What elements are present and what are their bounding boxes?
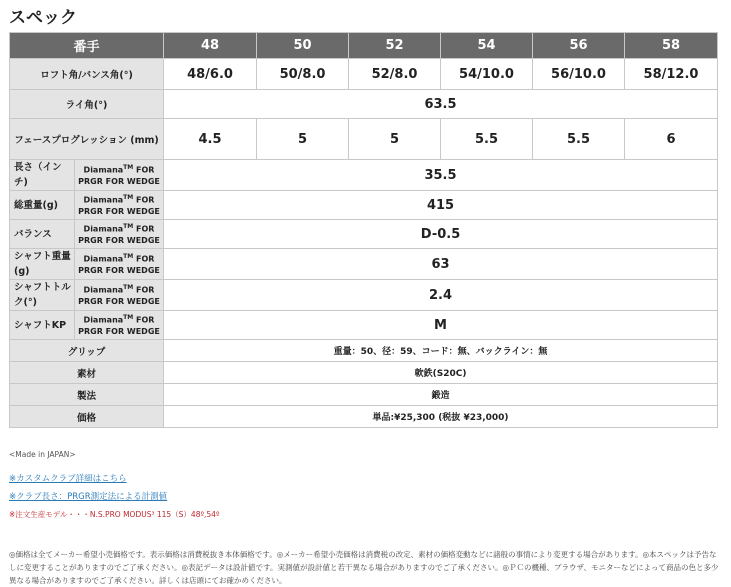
header-cell: 54 — [441, 33, 533, 59]
header-cell: 58 — [625, 33, 718, 59]
header-cell: 52 — [349, 33, 441, 59]
table-cell: 56/10.0 — [533, 59, 625, 90]
table-row — [10, 220, 718, 249]
row-label: 総重量(g) — [10, 191, 75, 220]
table-cell: 63.5 — [164, 90, 718, 119]
table-cell: 5 — [257, 119, 349, 160]
header-row — [10, 33, 718, 59]
row-label: 長さ（インチ) — [10, 160, 75, 191]
row-label: 素材 — [10, 362, 164, 384]
table-row — [10, 340, 718, 362]
row-label: シャフト重量(g) — [10, 249, 75, 280]
table-cell: 5.5 — [533, 119, 625, 160]
table-row — [10, 160, 718, 191]
row-label: グリップ — [10, 340, 164, 362]
table-cell: M — [164, 311, 718, 340]
table-row — [10, 384, 718, 406]
table-cell: 63 — [164, 249, 718, 280]
header-cell: 56 — [533, 33, 625, 59]
shaft-name: Diamana™ FOR PRGR FOR WEDGE — [75, 311, 164, 340]
header-cell: 48 — [164, 33, 257, 59]
table-row — [10, 362, 718, 384]
table-cell: 重量：50、径：59、コード：無、バックライン：無 — [164, 340, 718, 362]
table-row — [10, 90, 718, 119]
table-cell: 5 — [349, 119, 441, 160]
row-label: ライ角(°) — [10, 90, 164, 119]
page-title: スペック — [9, 8, 77, 28]
table-cell: 2.4 — [164, 280, 718, 311]
row-label: シャフトトルク(°) — [10, 280, 75, 311]
footnote: ◎価格は全てメーカー希望小売価格です。表示価格は消費税抜き本体価格です。◎メーカー希望小売価格は消費税の改定、素材の価格変動などに諸般の事情により変更する場合があります。◎本スペックは予告なしに変更することがありますのでご了承ください。◎表記データは設計値です。実測値が設計値と若干異なる場合がありますのでご了承ください。◎ＰＣの機種、ブラウザ、モニターなどによって商品の色と多少異なる場合がありますのでご了承ください。詳しくは店頭にてお確かめください。 — [9, 550, 719, 585]
order-production-note: ※注文生産モデル・・・N.S.PRO MODUS³ 115（S）48º,54º — [9, 510, 220, 519]
spec-table — [9, 32, 718, 428]
row-label: フェースプログレッション (mm) — [10, 119, 164, 160]
row-label: シャフトKP — [10, 311, 75, 340]
row-label: 価格 — [10, 406, 164, 428]
table-cell: 軟鉄(S20C) — [164, 362, 718, 384]
club-length-link[interactable]: ※クラブ長さ：PRGR測定法による計測値 — [9, 492, 168, 502]
table-row — [10, 406, 718, 428]
table-cell: 54/10.0 — [441, 59, 533, 90]
table-cell: 48/6.0 — [164, 59, 257, 90]
table-cell: 52/8.0 — [349, 59, 441, 90]
shaft-name: Diamana™ FOR PRGR FOR WEDGE — [75, 191, 164, 220]
table-cell: 4.5 — [164, 119, 257, 160]
row-label: バランス — [10, 220, 75, 249]
table-cell: 6 — [625, 119, 718, 160]
table-cell: 50/8.0 — [257, 59, 349, 90]
table-cell: 5.5 — [441, 119, 533, 160]
table-cell: 鍛造 — [164, 384, 718, 406]
table-cell: 58/12.0 — [625, 59, 718, 90]
custom-club-link[interactable]: ※カスタムクラブ詳細はこちら — [9, 474, 127, 484]
shaft-name: Diamana™ FOR PRGR FOR WEDGE — [75, 160, 164, 191]
table-cell: 415 — [164, 191, 718, 220]
table-cell: 単品:¥25,300 (税抜 ¥23,000) — [164, 406, 718, 428]
table-row — [10, 280, 718, 311]
table-cell: D-0.5 — [164, 220, 718, 249]
table-row — [10, 119, 718, 160]
shaft-name: Diamana™ FOR PRGR FOR WEDGE — [75, 249, 164, 280]
table-row — [10, 311, 718, 340]
row-label: ロフト角/バンス角(°) — [10, 59, 164, 90]
row-label: 製法 — [10, 384, 164, 406]
shaft-name: Diamana™ FOR PRGR FOR WEDGE — [75, 280, 164, 311]
shaft-name: Diamana™ FOR PRGR FOR WEDGE — [75, 220, 164, 249]
table-row — [10, 191, 718, 220]
table-cell: 35.5 — [164, 160, 718, 191]
made-in-note: <Made in JAPAN> — [9, 450, 76, 459]
table-row — [10, 249, 718, 280]
table-row — [10, 59, 718, 90]
header-cell: 番手 — [10, 33, 164, 59]
header-cell: 50 — [257, 33, 349, 59]
